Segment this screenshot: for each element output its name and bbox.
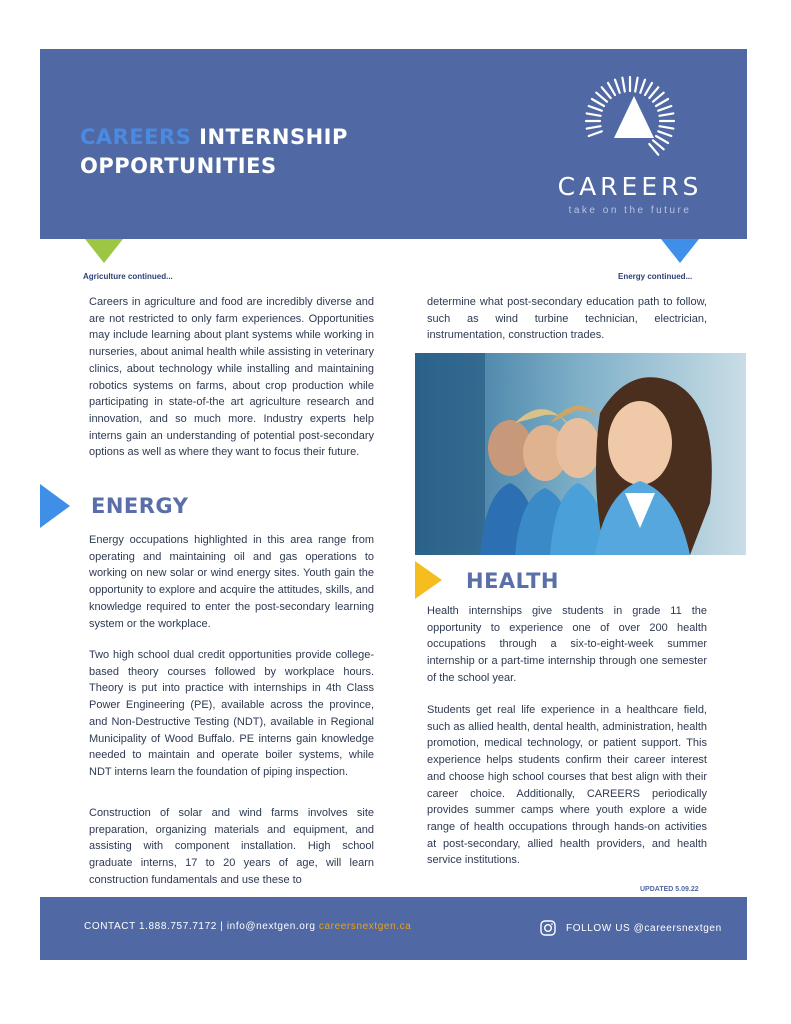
- logo-ray: [589, 131, 602, 136]
- logo-ray: [615, 80, 620, 93]
- health-students-photo: [415, 353, 746, 555]
- energy-paragraph-3: Construction of solar and wind farms involves site preparation, organizing materials and equipment, and assisting with component installation. High school graduate interns, 17 to 20 years of age, will learn construction fundamentals and use these to: [89, 807, 374, 886]
- logo-ray: [592, 99, 604, 106]
- logo-ray: [587, 113, 601, 115]
- title-rest: INTERNSHIP: [191, 125, 348, 149]
- health-heading: HEALTH: [466, 569, 559, 593]
- logo-tagline: take on the future: [568, 205, 692, 216]
- health-play-icon: [415, 561, 442, 599]
- careers-logo: [540, 76, 720, 226]
- updated-date: UPDATED 5.09.22: [640, 886, 699, 893]
- logo-ray: [608, 83, 615, 95]
- logo-ray: [596, 93, 607, 102]
- sunburst-logo-icon: [582, 76, 678, 166]
- logo-ray: [653, 140, 664, 149]
- contact-text: CONTACT 1.888.757.7172 | info@nextgen.org: [84, 921, 319, 932]
- logo-wordmark: CAREERS: [557, 172, 703, 201]
- logo-ray: [645, 83, 652, 95]
- energy-play-icon: [40, 484, 70, 528]
- logo-ray: [635, 78, 637, 92]
- follow-us[interactable]: [540, 917, 722, 939]
- logo-ray: [649, 87, 658, 98]
- title-accent: CAREERS: [80, 125, 192, 149]
- logo-ray: [660, 113, 674, 115]
- energy-paragraph-2: Two high school dual credit opportunities provide college-based theory courses followed by workplace hours. Theory is put into practice with internships in 4th Class Power Engineering (PE), available across the province, and Non-Destructive Testing (NDT), available in Regional Municipality of Wood Buffalo. PE interns gain knowledge needed to maintain and operate boiler systems, while NDT interns learn the foundation of piping inspection.: [89, 649, 374, 778]
- energy-continued-label: Energy continued...: [618, 272, 693, 281]
- logo-ray: [656, 99, 668, 106]
- instagram-icon: [540, 920, 556, 936]
- agriculture-continued-label: Agriculture continued...: [83, 272, 173, 281]
- health-paragraph-2: Students get real life experience in a healthcare field, such as allied health, dental health, administration, health promotion, medical technology, or patient support. This experience helps students confirm their career interest and choose high school courses that best align with their career choice. Additionally, CAREERS periodically provides summer camps where youth explore a wide range of health occupations through hands-on activities at post-secondary, allied health providers, and health service institutions.: [427, 704, 707, 867]
- logo-ray: [622, 78, 624, 92]
- logo-ray: [602, 87, 611, 98]
- energy-marker-icon: [661, 239, 699, 263]
- website-link[interactable]: careersnextgen.ca: [318, 921, 412, 932]
- energy-heading: ENERGY: [91, 494, 189, 518]
- page-title: [80, 123, 400, 181]
- agriculture-paragraph: Careers in agriculture and food are incredibly diverse and are not restricted to only farm experiences. Opportunities may include learning about plant systems while working in nurseries, about animal health while assisting in veterinary clinics, about technology while installing and maintaining robotics systems on farms, about crop production while participating in state-of-the art agriculture research and innovation, and so much more. Industry experts help interns gain an understanding of potential post-secondary options as well as where they want to focus their future.: [89, 296, 374, 459]
- logo-ray: [660, 126, 674, 128]
- logo-ray: [649, 144, 658, 155]
- logo-ray: [587, 126, 601, 128]
- energy-continued-paragraph: determine what post-secondary education path to follow, such as wind turbine technician, electrician, instrumentation, construction trades.: [427, 296, 707, 342]
- logo-ray: [658, 106, 671, 111]
- logo-ray: [640, 80, 645, 93]
- agriculture-marker-icon: [85, 239, 123, 263]
- follow-us-text: FOLLOW US @careersnextgen: [566, 922, 722, 934]
- contact-info: [84, 921, 411, 932]
- health-paragraph-1: Health internships give students in grade 11 the opportunity to experience one of over 200 health occupations through a six-to-eight-week summer internship or a part-time internship through one semester of the school year.: [427, 605, 707, 684]
- logo-ray: [589, 106, 602, 111]
- logo-ray: [653, 93, 664, 102]
- logo-ray: [656, 136, 668, 143]
- title-line2: OPPORTUNITIES: [80, 154, 277, 178]
- energy-paragraph-1: Energy occupations highlighted in this area range from operating and maintaining oil and gas operations to working on new solar or wind energy sites. Youth gain the opportunity to explore and acquire the attitudes, skills, and knowledge required to enter the post-secondary learning system or the workplace.: [89, 534, 374, 630]
- logo-ray: [658, 131, 671, 136]
